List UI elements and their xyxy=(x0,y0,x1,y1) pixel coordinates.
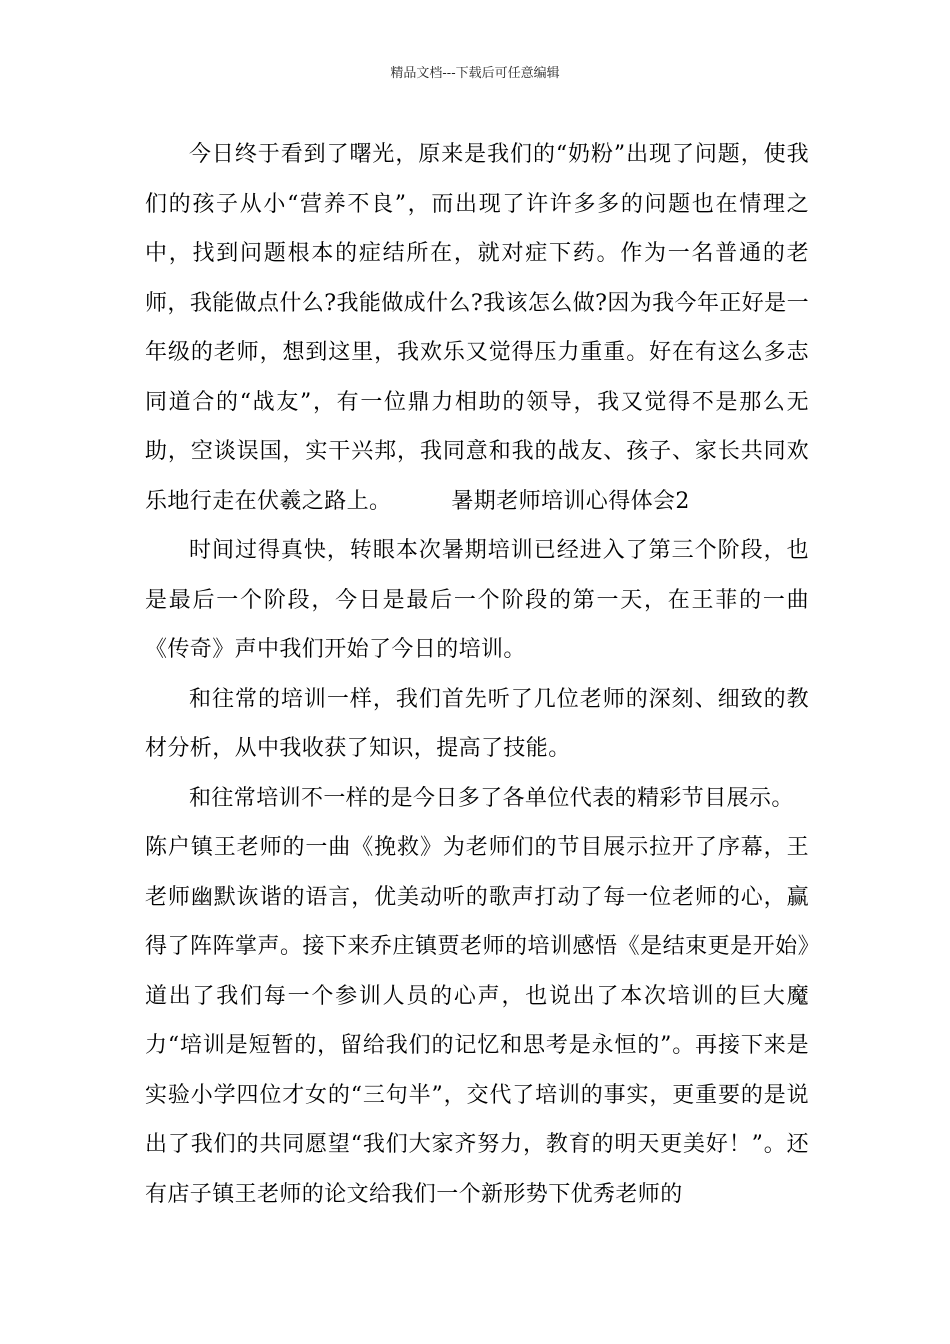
page-header: 精品文档---下载后可任意编辑 xyxy=(390,66,560,81)
section-heading: 暑期老师培训心得体会2 xyxy=(451,488,690,514)
paragraph-3: 和往常的培训一样，我们首先听了几位老师的深刻、细致的教材分析，从中我收获了知识，提高了技能。 xyxy=(145,686,809,761)
paragraph-2: 时间过得真快，转眼本次暑期培训已经进入了第三个阶段，也是最后一个阶段，今日是最后一个阶段的第一天，在王菲的一曲《传奇》声中我们开始了今日的培训。 xyxy=(145,538,809,662)
paragraph-4: 和往常培训不一样的是今日多了各单位代表的精彩节目展示。 xyxy=(189,785,794,811)
document-body xyxy=(145,130,809,1219)
paragraph-1 xyxy=(145,130,809,526)
paragraph-1-text: 今日终于看到了曙光，原来是我们的“奶粉”出现了问题，使我们的孩子从小“营养不良”，而出现了许许多多的问题也在情理之中，找到问题根本的症结所在，就对症下药。作为一名普通的老师，我能做点什么?我能做成什么?我该怎么做?因为我今年正好是一年级的老师，想到这里，我欢乐又觉得压力重重。好在有这么多志同道合的“战友”，有一位鼎力相助的领导，我又觉得不是那么无助，空谈误国，实干兴邦，我同意和我的战友、孩子、家长共同欢乐地行走在伏羲之路上。 xyxy=(145,142,809,514)
paragraph-5: 陈户镇王老师的一曲《挽救》为老师们的节目展示拉开了序幕，王老师幽默诙谐的语言，优美动听的歌声打动了每一位老师的心，赢得了阵阵掌声。接下来乔庄镇贾老师的培训感悟《是结束更是开始》道出了我们每一个参训人员的心声，也说出了本次培训的巨大魔力“培训是短暂的，留给我们的记忆和思考是永恒的”。再接下来是实验小学四位才女的“三句半”，交代了培训的事实，更重要的是说出了我们的共同愿望“我们大家齐努力，教育的明天更美好！”。还有店子镇王老师的论文给我们一个新形势下优秀老师的 xyxy=(145,835,809,1207)
